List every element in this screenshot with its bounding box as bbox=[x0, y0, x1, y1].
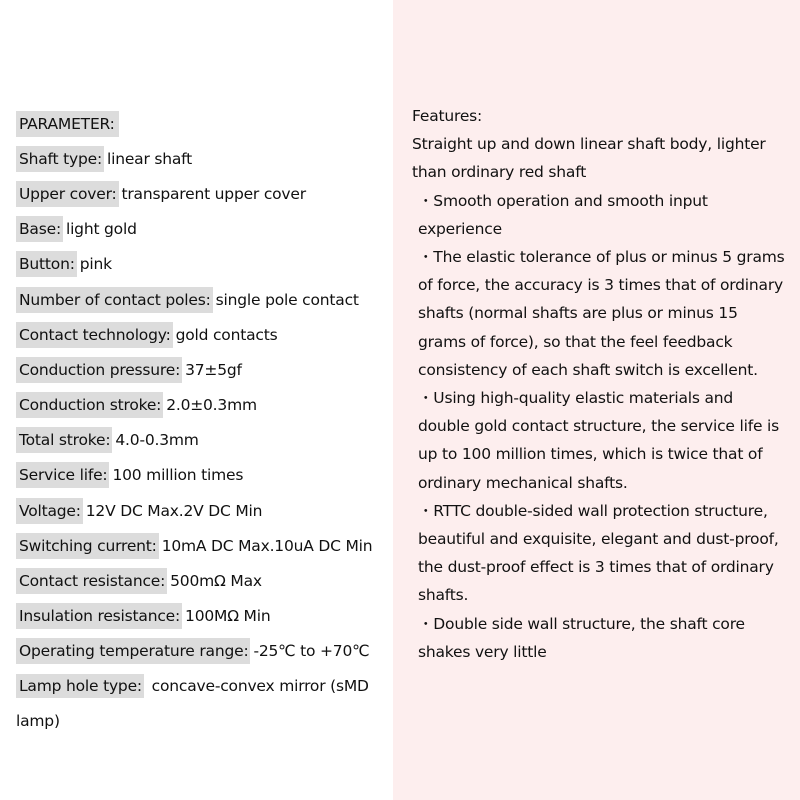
parameters-list bbox=[16, 106, 392, 739]
param-key: Button: bbox=[16, 251, 77, 277]
param-value: 10mA DC Max.10uA DC Min bbox=[161, 536, 373, 555]
param-row-service-life bbox=[16, 458, 392, 493]
param-row-shaft-type bbox=[16, 141, 392, 176]
param-key: Operating temperature range: bbox=[16, 638, 250, 664]
param-row-contact-poles bbox=[16, 282, 392, 317]
param-row-voltage bbox=[16, 493, 392, 528]
param-value: 100MΩ Min bbox=[185, 607, 271, 626]
param-row-operating-temperature bbox=[16, 634, 392, 669]
param-key: Conduction pressure: bbox=[16, 357, 182, 383]
param-key: Insulation resistance: bbox=[16, 603, 182, 629]
param-value: gold contacts bbox=[175, 325, 278, 344]
param-value: transparent upper cover bbox=[121, 184, 306, 203]
param-key: Upper cover: bbox=[16, 181, 119, 207]
parameters-heading: PARAMETER: bbox=[16, 111, 119, 137]
param-value: 37±5gf bbox=[185, 360, 242, 379]
param-value: light gold bbox=[65, 220, 137, 239]
features-heading: Features: bbox=[412, 107, 483, 125]
param-row-button bbox=[16, 247, 392, 282]
param-value: 100 million times bbox=[112, 466, 244, 485]
param-row-conduction-pressure bbox=[16, 352, 392, 387]
param-row-lamp-hole-type bbox=[16, 669, 392, 739]
param-value: single pole contact bbox=[215, 290, 359, 309]
param-key: Conduction stroke: bbox=[16, 392, 163, 418]
parameters-header-row bbox=[16, 106, 392, 141]
param-row-contact-technology bbox=[16, 317, 392, 352]
feature-bullet-dust-proof: ・RTTC double-sided wall protection structure, beautiful and exquisite, elegant and dust-proof, the dust-proof effect is 3 times that of ordinary shafts. bbox=[418, 501, 779, 605]
param-row-base bbox=[16, 212, 392, 247]
param-value: pink bbox=[79, 255, 112, 274]
param-key: Number of contact poles: bbox=[16, 287, 213, 313]
param-row-insulation-resistance bbox=[16, 599, 392, 634]
features-list bbox=[412, 102, 788, 666]
param-value: 500mΩ Max bbox=[170, 572, 262, 591]
param-key: Total stroke: bbox=[16, 427, 112, 453]
feature-bullet-side-wall: ・Double side wall structure, the shaft core shakes very little bbox=[418, 614, 745, 661]
param-value: 12V DC Max.2V DC Min bbox=[85, 501, 263, 520]
param-key: Lamp hole type: bbox=[16, 674, 144, 698]
param-key: Service life: bbox=[16, 462, 109, 488]
parameters-panel bbox=[0, 0, 393, 800]
param-row-total-stroke bbox=[16, 423, 392, 458]
param-value: 4.0-0.3mm bbox=[115, 431, 199, 450]
param-key: Contact resistance: bbox=[16, 568, 167, 594]
param-key: Base: bbox=[16, 216, 63, 242]
param-key: Voltage: bbox=[16, 498, 83, 524]
param-row-contact-resistance bbox=[16, 563, 392, 598]
param-value: -25℃ to +70℃ bbox=[253, 642, 370, 661]
param-row-upper-cover bbox=[16, 176, 392, 211]
param-row-switching-current bbox=[16, 528, 392, 563]
param-value: 2.0±0.3mm bbox=[166, 396, 257, 415]
param-value: concave-convex mirror (sMD lamp) bbox=[16, 677, 369, 731]
feature-bullet-smooth-operation: ・Smooth operation and smooth input experience bbox=[418, 191, 708, 238]
features-intro: Straight up and down linear shaft body, lighter than ordinary red shaft bbox=[412, 135, 766, 182]
feature-bullet-service-life: ・Using high-quality elastic materials and double gold contact structure, the service life is up to 100 million times, which is twice that of ordinary mechanical shafts. bbox=[418, 389, 780, 492]
param-value: linear shaft bbox=[107, 149, 193, 168]
param-key: Contact technology: bbox=[16, 322, 173, 348]
param-key: Switching current: bbox=[16, 533, 159, 559]
param-row-conduction-stroke bbox=[16, 388, 392, 423]
feature-bullet-elastic-tolerance: ・The elastic tolerance of plus or minus 5 grams of force, the accuracy is 3 times that of ordinary shafts (normal shafts are plus or minus 15 grams of force), so that the feel feedback consistency of each shaft switch is excellent. bbox=[418, 248, 785, 379]
param-key: Shaft type: bbox=[16, 146, 104, 172]
